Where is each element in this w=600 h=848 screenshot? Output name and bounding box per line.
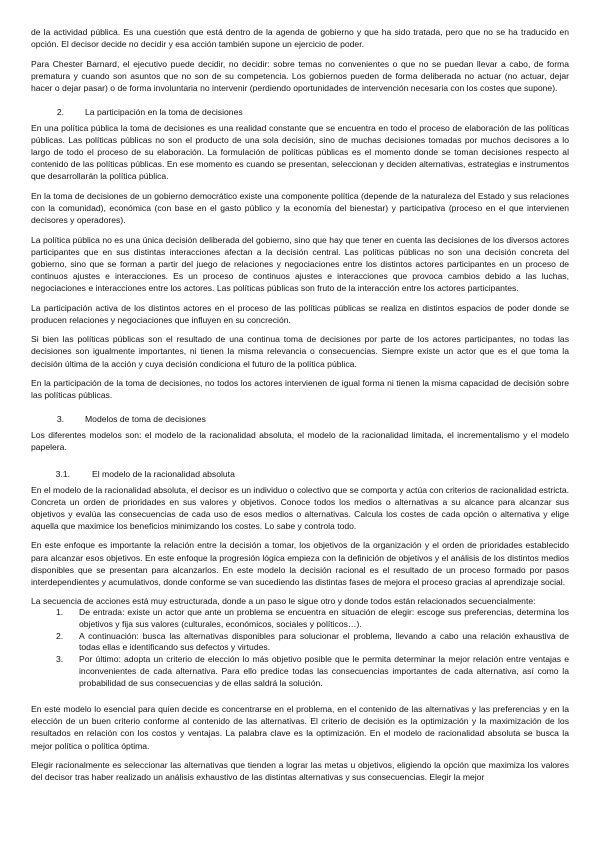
list-item [31,654,569,689]
paragraph: En el modelo de la racionalidad absoluta, el decisor es un individuo o colectivo que se comporta y actúa con criterios de racionalidad estricta. Concreta un orden de prioridades en sus valores y objetivos. Conoce todos los medios o alternativas a su alcance para alcanzar sus objetivos y evalúa las consecuencias de cada uso de esos medios o alternativas. Calcula los costes de cada opción o alternativa y elige aquella que maximice los beneficios minimizando los costes. Lo sabe y controla todo. [31,484,569,531]
paragraph: Elegir racionalmente es seleccionar las alternativas que tienden a lograr las metas u objetivos, eligiendo la opción que maximiza los valores del decisor tras haber realizado un análisis exhaustivo de las distintas alternativas y sus consecuencias. Elegir la mejor [31,760,569,783]
section-number: 3. [56,414,64,425]
paragraph: Para Chester Barnard, el ejecutivo puede decidir, no decidir: sobre temas no convenientes o que no se puedan llevar a cabo, de forma prematura y cuando son asuntos que no son de su competencia. Los gobiernos pueden de forma deliberada no actuar (no actuar, dejar hacer o dejar pasar) o de forma involuntaria no intervenir (perdiendo oportunidades de intervención necesaria con los costes que supone). [31,58,569,93]
paragraph: La política pública no es una única decisión deliberada del gobierno, sino que hay que tener en cuenta las decisiones de los diversos actores participantes que en sus distintas interacciones afectan a la decisión central. Las políticas públicas no son una decisión concreta del gobierno, sino que se forman a partir del juego de relaciones y negociaciones entre los distintos actores participantes en un proceso de continuos ajustes e interacciones. Es un proceso de continuos ajustes e interacciones que provoca cambios debido a las luchas, negociaciones e interacciones entre los actores. Las políticas públicas son fruto de la interacción entre los actores participantes. [31,234,569,294]
section-title: La participación en la toma de decisiones [85,106,243,117]
list-item-text: De entrada: existe un actor que ante un problema se encuentra en situación de elegir: escoge sus preferencias, determina los objetivos y fija sus valores (culturales, económicos, sociales y políticos…). [79,607,569,630]
paragraph: La secuencia de acciones está muy estructurada, donde a un paso le sigue otro y donde todos están relacionados secuencialmente: [31,596,536,607]
paragraph: En una política pública la toma de decisiones es una realidad constante que se encuentra en todo el proceso de elaboración de las políticas públicas. Las políticas públicas no son el producto de una sola decisión, sino de muchas decisiones tomadas por muchos decisores a lo largo de todo el proceso de su elaboración. La formulación de políticas públicas es el momento donde se toman decisiones respecto al contenido de las políticas públicas. En ese momento es cuando se presentan, seleccionan y deciden alternativas, estrategias e instrumentos que desarrollarán la política pública. [31,122,569,182]
list-item [31,631,569,654]
paragraph: En este enfoque es importante la relación entre la decisión a tomar, los objetivos de la organización y el orden de prioridades establecido para alcanzar esos objetivos. En este enfoque la progresión lógica empieza con la definición de objetivos y el análisis de los distintos medios disponibles que se presentan para alcanzarlos. En este modelo la decisión racional es el resultado de un proceso formado por pasos interdependientes y acumulativos, donde conforme se van sucediendo las distintas fases de mejora el proceso gracias al aprendizaje social. [31,540,569,587]
list-number: 1. [56,607,64,618]
paragraph: de la actividad pública. Es una cuestión que está dentro de la agenda de gobierno y que ha sido tratada, pero que no se ha traducido en opción. El decisor decide no decidir y esa acción también supone un ejercicio de poder. [31,27,569,50]
list-item-text: A continuación: busca las alternativas disponibles para solucionar el problema, llevando a cabo una relación exhaustiva de todas ellas e identificando sus defectos y virtudes. [79,630,569,653]
paragraph: La participación activa de los distintos actores en el proceso de las políticas públicas se realiza en distintos espacios de poder donde se producen relaciones y negociaciones que influyen en su concreción. [31,302,569,325]
subsection-title: El modelo de la racionalidad absoluta [92,468,235,479]
list-number: 3. [56,654,64,665]
paragraph: Si bien las políticas públicas son el resultado de una continua toma de decisiones por parte de los actores participantes, no todas las decisiones son igualmente importantes, ni tienen la misma relevancia o consecuencias. Siempre existe un actor que es el que toma la decisión última de la acción y cuya decisión condiciona el futuro de la política pública. [31,334,569,369]
section-number: 2. [56,106,64,117]
section-title: Modelos de toma de decisiones [85,414,206,425]
section-heading [31,106,569,118]
steps-list [31,607,569,689]
list-item [31,607,569,630]
paragraph: Los diferentes modelos son: el modelo de la racionalidad absoluta, el modelo de la racionalidad limitada, el incrementalismo y el modelo papelera. [31,430,569,453]
subsection-number: 3.1. [55,468,70,479]
paragraph: En este modelo lo esencial para quien decide es concentrarse en el problema, en el contenido de las alternativas y las preferencias y en la elección de un buen criterio conforme al contenido de las alternativas. El criterio de decisión es la optimización y la maximización de los resultados en relación con los costos y ventajas. La palabra clave es la optimización. En el modelo de racionalidad absoluta se busca la mejor política o política óptima. [31,704,569,751]
paragraph: En la participación de la toma de decisiones, no todos los actores intervienen de igual forma ni tienen la misma capacidad de decisión sobre las políticas públicas. [31,378,569,401]
subsection-heading [31,468,569,480]
section-heading [31,413,569,425]
paragraph: En la toma de decisiones de un gobierno democrático existe una componente política (depende de la naturaleza del Estado y sus relaciones con la comunidad), económica (con base en el gasto público y la economía del bienestar) y participativa (proceso en el que intervienen decisores y operadores). [31,190,569,226]
list-item-text: Por último: adopta un criterio de elección lo más objetivo posible que le permita determinar la mejor relación entre ventajas e inconvenientes de cada alternativa. Para ello predice todas las consecuencias importantes de cada alternativa, así como la probabilidad de sus consecuencias y de ellas saldrá la solución. [79,654,569,688]
list-number: 2. [56,630,64,641]
